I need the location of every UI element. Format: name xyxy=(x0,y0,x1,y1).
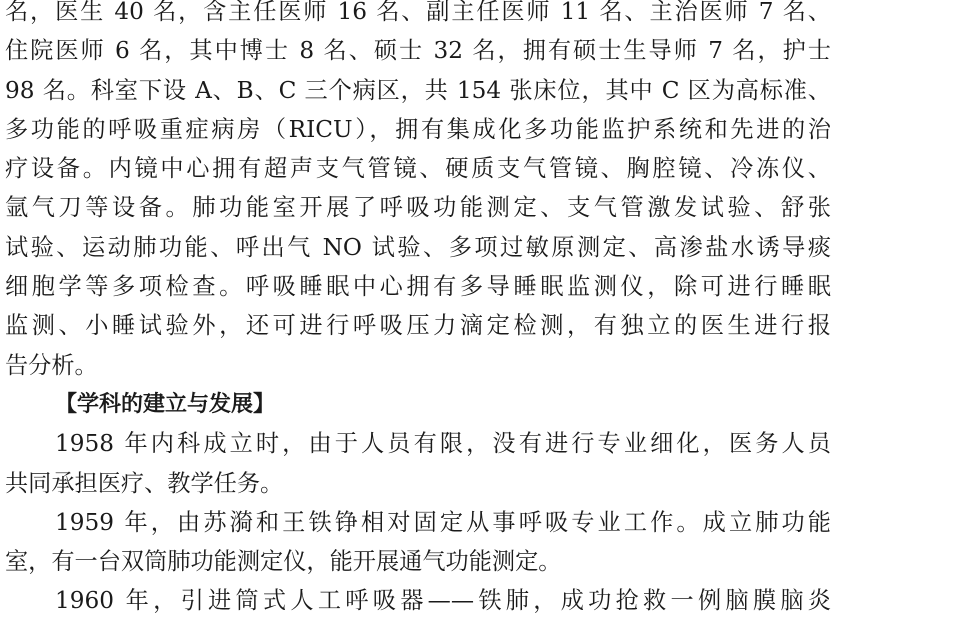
text-line: 1960 年，引进筒式人工呼吸器——铁肺，成功抢救一例脑膜脑炎 xyxy=(55,587,831,615)
text-line: 疗设备。内镜中心拥有超声支气管镜、硬质支气管镜、胸腔镜、冷冻仪、 xyxy=(5,155,831,183)
text-line: 名，医生 40 名，含主任医师 16 名、副主任医师 11 名、主治医师 7 名、 xyxy=(5,0,831,25)
paragraph-staff-and-facilities xyxy=(5,0,831,385)
text-line: 1958 年内科成立时，由于人员有限，没有进行专业细化，医务人员 xyxy=(55,430,831,458)
paragraph-1960 xyxy=(5,581,831,620)
text-line: 住院医师 6 名，其中博士 8 名、硕士 32 名，拥有硕士生导师 7 名，护士 xyxy=(5,37,831,65)
text-line: 98 名。科室下设 A、B、C 三个病区，共 154 张床位，其中 C 区为高标准、 xyxy=(5,76,831,104)
paragraph-1959 xyxy=(5,503,831,582)
text-line: 氩气刀等设备。肺功能室开展了呼吸功能测定、支气管激发试验、舒张 xyxy=(5,194,831,222)
paragraph-1958 xyxy=(5,424,831,503)
text-line: 多功能的呼吸重症病房（RICU），拥有集成化多功能监护系统和先进的治 xyxy=(5,115,831,143)
text-line: 告分析。 xyxy=(5,351,98,379)
document-page xyxy=(5,0,831,621)
text-line: 细胞学等多项检查。呼吸睡眠中心拥有多导睡眠监测仪，除可进行睡眠 xyxy=(5,273,831,301)
text-line: 1959 年，由苏漪和王铁铮相对固定从事呼吸专业工作。成立肺功能 xyxy=(55,508,831,536)
text-line: 监测、小睡试验外，还可进行呼吸压力滴定检测，有独立的医生进行报 xyxy=(5,312,831,340)
section-heading: 【学科的建立与发展】 xyxy=(55,391,276,417)
text-line: 试验、运动肺功能、呼出气 NO 试验、多项过敏原测定、高渗盐水诱导痰 xyxy=(5,233,831,261)
text-line: 共同承担医疗、教学任务。 xyxy=(5,469,284,497)
text-line: 室，有一台双筒肺功能测定仪，能开展通气功能测定。 xyxy=(5,548,562,576)
